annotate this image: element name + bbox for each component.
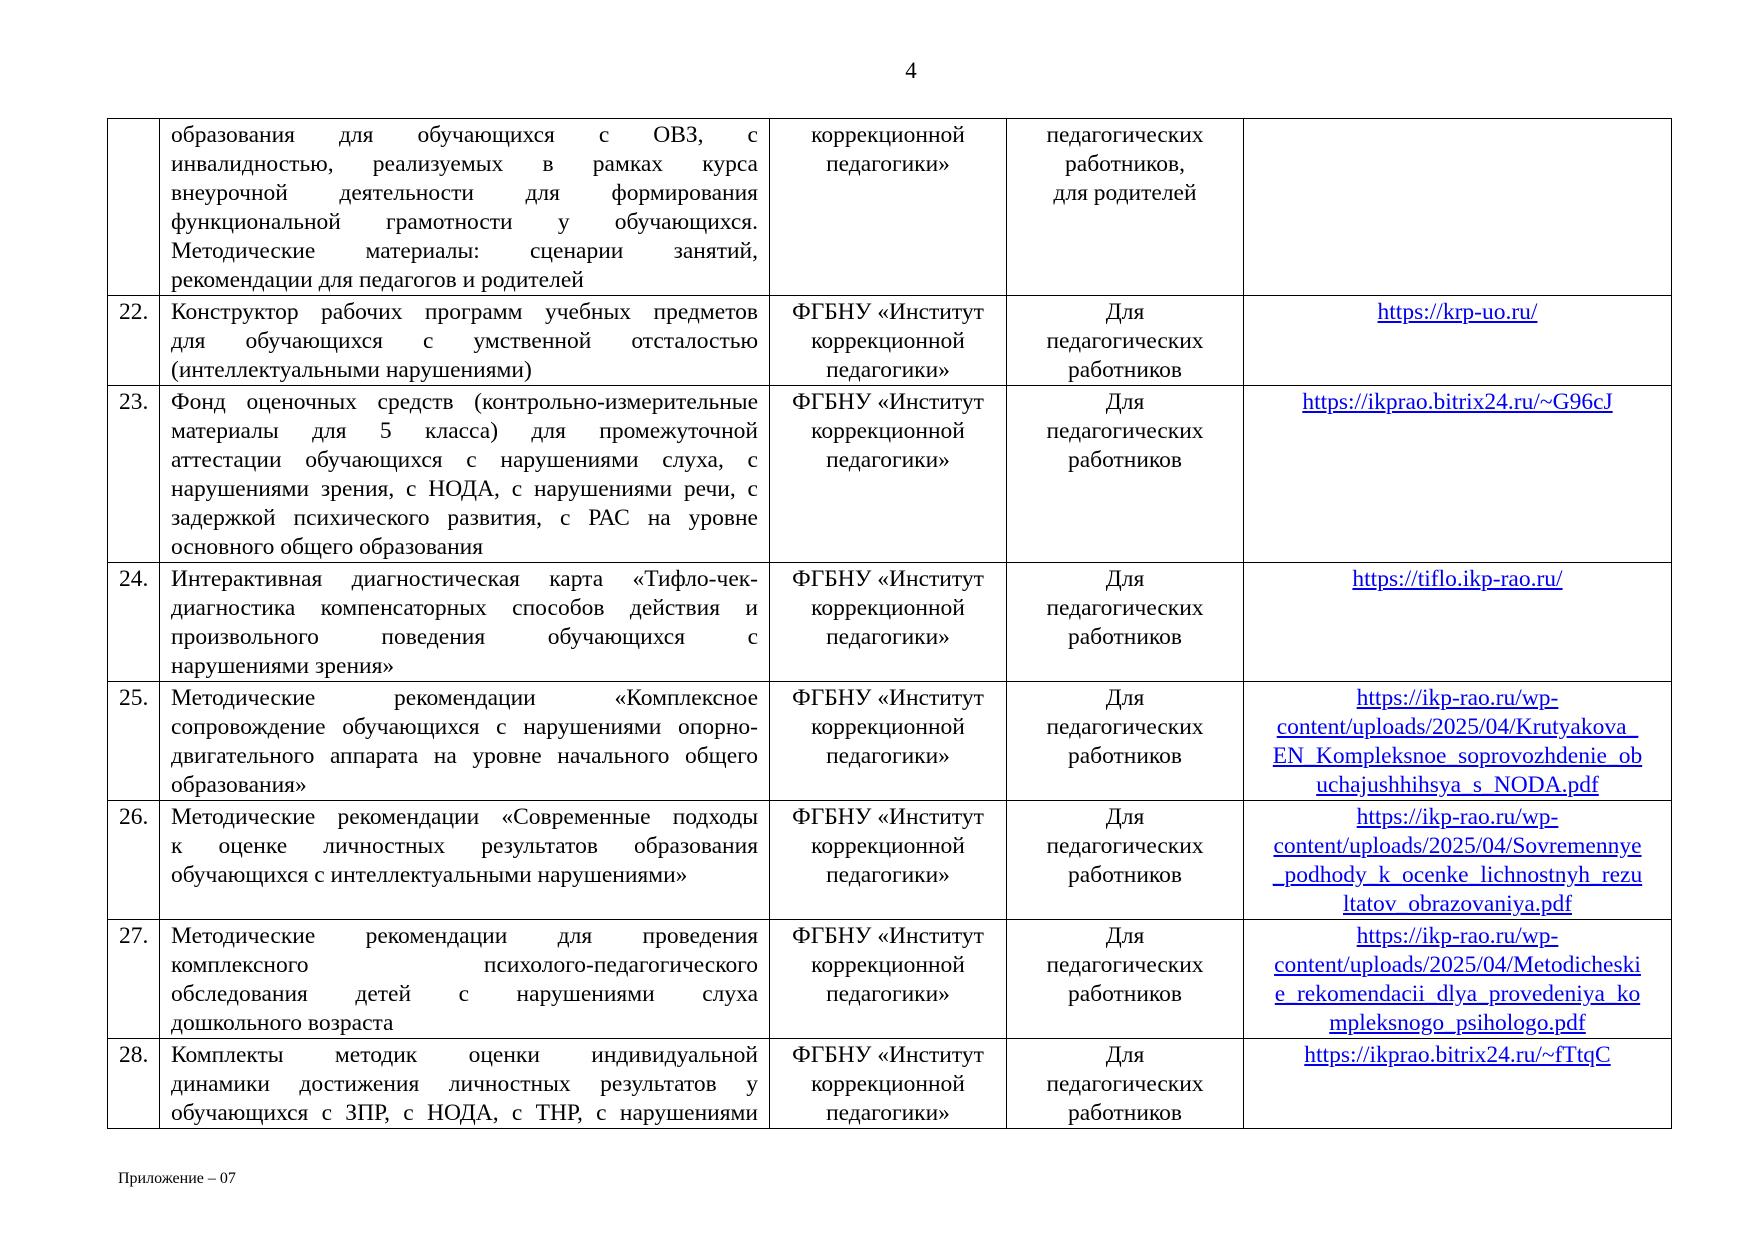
audience-line: педагогических: [1046, 418, 1204, 444]
audience-line: работников: [1067, 1100, 1183, 1126]
audience-line: работников: [1067, 743, 1183, 769]
url-link[interactable]: content/uploads/2025/04/Metodicheski: [1274, 952, 1641, 978]
audience-line: педагогических: [1046, 328, 1204, 354]
audience-line: работников: [1067, 862, 1183, 888]
title-line: образования для обучающихся с ОВЗ, с: [171, 122, 758, 148]
audience: [1007, 920, 1244, 1039]
organization-line: коррекционной: [811, 1071, 965, 1097]
link-line-wrap: [1255, 771, 1660, 800]
audience: [1007, 801, 1244, 920]
url-link[interactable]: content/uploads/2025/04/Sovremennye: [1273, 833, 1642, 859]
audience-line: Для: [1105, 804, 1145, 830]
link-line-wrap: [1255, 565, 1660, 594]
organization-line: ФГБНУ «Институт: [792, 566, 984, 592]
organization-line: педагогики»: [826, 862, 950, 888]
audience: [1007, 386, 1244, 563]
organization-line: ФГБНУ «Институт: [792, 804, 984, 830]
organization: [770, 1039, 1007, 1129]
url-link[interactable]: https://tiflo.ikp-rao.ru/: [1352, 566, 1563, 592]
table-row: [108, 682, 1672, 801]
title-line: Методические рекомендации для проведения: [171, 923, 758, 949]
resource-title: [160, 682, 770, 801]
organization-line: педагогики»: [826, 357, 950, 383]
url-link[interactable]: uchajushhihsya_s_NODA.pdf: [1316, 772, 1599, 798]
resource-link: [1244, 1039, 1672, 1129]
audience-line: работников: [1067, 981, 1183, 1007]
audience-line: педагогических: [1046, 1071, 1204, 1097]
title-line: нарушениями зрения»: [171, 653, 395, 679]
title-line: инвалидностью, реализуемых в рамках курса: [171, 151, 758, 177]
table-row: [108, 296, 1672, 386]
organization-line: ФГБНУ «Институт: [792, 299, 984, 325]
title-line: Методические рекомендации «Комплексное: [171, 685, 758, 711]
url-link[interactable]: https://ikp-rao.ru/wp-: [1356, 685, 1559, 711]
organization-line: коррекционной: [811, 122, 965, 148]
audience-line: педагогических: [1046, 714, 1204, 740]
audience-line: для родителей: [1053, 180, 1197, 206]
link-line-wrap: [1255, 388, 1660, 417]
organization-line: коррекционной: [811, 328, 965, 354]
title-line: обследования детей с нарушениями слуха: [171, 981, 758, 1007]
resource-title: [160, 1039, 770, 1129]
link-line-wrap: [1255, 890, 1660, 919]
table-row: [108, 386, 1672, 563]
audience-line: педагогических: [1046, 952, 1204, 978]
link-line-wrap: [1255, 951, 1660, 980]
audience-line: Для: [1105, 1042, 1145, 1068]
page-number: 4: [905, 58, 917, 83]
title-line: Интерактивная диагностическая карта «Тифло-чек-: [171, 566, 758, 592]
resource-title: [160, 296, 770, 386]
title-line: для обучающихся с умственной отсталостью: [171, 328, 758, 354]
link-line-wrap: [1255, 298, 1660, 327]
resource-title: [160, 119, 770, 296]
title-line: функциональной грамотности у обучающихся.: [171, 209, 758, 235]
audience-line: Для: [1105, 566, 1145, 592]
link-line-wrap: [1255, 742, 1660, 771]
organization: [770, 682, 1007, 801]
link-line-wrap: [1255, 832, 1660, 861]
title-line: нарушениями зрения, с НОДА, с нарушениями речи, с: [171, 476, 758, 502]
audience-line: работников,: [1065, 151, 1185, 177]
title-line: произвольного поведения обучающихся с: [171, 624, 758, 650]
resource-title: [160, 386, 770, 563]
row-number: 28.: [108, 1039, 160, 1129]
organization-line: ФГБНУ «Институт: [792, 1042, 984, 1068]
organization-line: коррекционной: [811, 952, 965, 978]
organization: [770, 386, 1007, 563]
footer-note: Приложение – 07: [118, 1170, 236, 1187]
row-number: [108, 119, 160, 296]
row-number: 22.: [108, 296, 160, 386]
link-line-wrap: [1255, 803, 1660, 832]
resource-title: [160, 920, 770, 1039]
audience: [1007, 1039, 1244, 1129]
audience: [1007, 119, 1244, 296]
organization: [770, 563, 1007, 682]
resource-link: [1244, 801, 1672, 920]
title-line: динамики достижения личностных результатов у: [171, 1071, 758, 1097]
url-link[interactable]: EN_Kompleksnoe_soprovozhdenie_ob: [1272, 743, 1643, 769]
row-number: 23.: [108, 386, 160, 563]
table-row: [108, 119, 1672, 296]
audience-line: Для: [1105, 299, 1145, 325]
url-link[interactable]: https://ikp-rao.ru/wp-: [1356, 804, 1559, 830]
title-line: сопровождение обучающихся с нарушениями опорно-: [171, 714, 758, 740]
organization-line: ФГБНУ «Институт: [792, 685, 984, 711]
audience-line: работников: [1067, 447, 1183, 473]
title-line: Методические материалы: сценарии занятий,: [171, 238, 758, 264]
link-line-wrap: [1255, 922, 1660, 951]
organization: [770, 119, 1007, 296]
title-line: обучающихся с ЗПР, с НОДА, с ТНР, с нарушениями: [171, 1100, 758, 1126]
audience-line: Для: [1105, 685, 1145, 711]
link-line-wrap: [1255, 713, 1660, 742]
title-line: Комплекты методик оценки индивидуальной: [171, 1042, 758, 1068]
row-number: 27.: [108, 920, 160, 1039]
resource-title: [160, 801, 770, 920]
resource-link: [1244, 386, 1672, 563]
title-line: дошкольного возраста: [171, 1010, 394, 1036]
title-line: основного общего образования: [171, 534, 484, 560]
audience-line: работников: [1067, 357, 1183, 383]
title-line: обучающихся с интеллектуальными нарушениями»: [171, 862, 688, 888]
link-line-wrap: [1255, 684, 1660, 713]
organization-line: ФГБНУ «Институт: [792, 923, 984, 949]
audience: [1007, 563, 1244, 682]
table-row: [108, 1039, 1672, 1129]
audience-line: педагогических: [1046, 595, 1204, 621]
resource-link: [1244, 563, 1672, 682]
title-line: аттестации обучающихся с нарушениями слуха, с: [171, 447, 758, 473]
resource-link: [1244, 119, 1672, 296]
organization-line: коррекционной: [811, 714, 965, 740]
url-link[interactable]: e_rekomendacii_dlya_provedeniya_ko: [1274, 981, 1641, 1007]
audience: [1007, 296, 1244, 386]
organization-line: педагогики»: [826, 1100, 950, 1126]
title-line: материалы для 5 класса) для промежуточной: [171, 418, 758, 444]
title-line: комплексного психолого-педагогического: [171, 952, 758, 978]
url-link[interactable]: mpleksnogo_psihologo.pdf: [1329, 1010, 1586, 1036]
resource-title: [160, 563, 770, 682]
audience-line: работников: [1067, 624, 1183, 650]
row-number: 25.: [108, 682, 160, 801]
organization-line: педагогики»: [826, 981, 950, 1007]
table-row: [108, 801, 1672, 920]
organization-line: ФГБНУ «Институт: [792, 389, 984, 415]
title-line: внеурочной деятельности для формирования: [171, 180, 758, 206]
audience-line: Для: [1105, 389, 1145, 415]
url-link[interactable]: content/uploads/2025/04/Krutyakova_: [1276, 714, 1639, 740]
resource-link: [1244, 296, 1672, 386]
title-line: Методические рекомендации «Современные подходы: [171, 804, 758, 830]
audience-line: Для: [1105, 923, 1145, 949]
audience-line: педагогических: [1046, 833, 1204, 859]
row-number: 26.: [108, 801, 160, 920]
organization-line: коррекционной: [811, 595, 965, 621]
title-line: диагностика компенсаторных способов действия и: [171, 595, 758, 621]
url-link[interactable]: https://krp-uo.ru/: [1377, 299, 1538, 325]
organization-line: педагогики»: [826, 624, 950, 650]
audience: [1007, 682, 1244, 801]
organization-line: коррекционной: [811, 833, 965, 859]
url-link[interactable]: ltatov_obrazovaniya.pdf: [1342, 891, 1573, 917]
link-line-wrap: [1255, 1009, 1660, 1038]
resources-table: [107, 118, 1672, 1129]
organization-line: педагогики»: [826, 447, 950, 473]
row-number: 24.: [108, 563, 160, 682]
title-line: к оценке личностных результатов образования: [171, 833, 758, 859]
link-line-wrap: [1255, 861, 1660, 890]
link-line-wrap: [1255, 1041, 1660, 1070]
organization-line: педагогики»: [826, 151, 950, 177]
organization: [770, 801, 1007, 920]
table-row: [108, 920, 1672, 1039]
resource-link: [1244, 920, 1672, 1039]
link-line-wrap: [1255, 980, 1660, 1009]
title-line: рекомендации для педагогов и родителей: [171, 267, 584, 293]
url-link[interactable]: https://ikprao.bitrix24.ru/~G96cJ: [1302, 389, 1613, 415]
url-link[interactable]: https://ikp-rao.ru/wp-: [1356, 923, 1559, 949]
url-link[interactable]: _podhody_k_ocenke_lichnostnyh_rezu: [1272, 862, 1643, 888]
url-link[interactable]: https://ikprao.bitrix24.ru/~fTtqC: [1304, 1042, 1611, 1068]
title-line: (интеллектуальными нарушениями): [171, 357, 532, 383]
organization-line: коррекционной: [811, 418, 965, 444]
title-line: образования»: [171, 772, 307, 798]
title-line: Фонд оценочных средств (контрольно-измерительные: [171, 389, 758, 415]
resource-link: [1244, 682, 1672, 801]
organization-line: педагогики»: [826, 743, 950, 769]
title-line: двигательного аппарата на уровне начального общего: [171, 743, 758, 769]
audience-line: педагогических: [1046, 122, 1204, 148]
title-line: Конструктор рабочих программ учебных предметов: [171, 299, 758, 325]
organization: [770, 296, 1007, 386]
organization: [770, 920, 1007, 1039]
title-line: задержкой психического развития, с РАС на уровне: [171, 505, 758, 531]
table-row: [108, 563, 1672, 682]
